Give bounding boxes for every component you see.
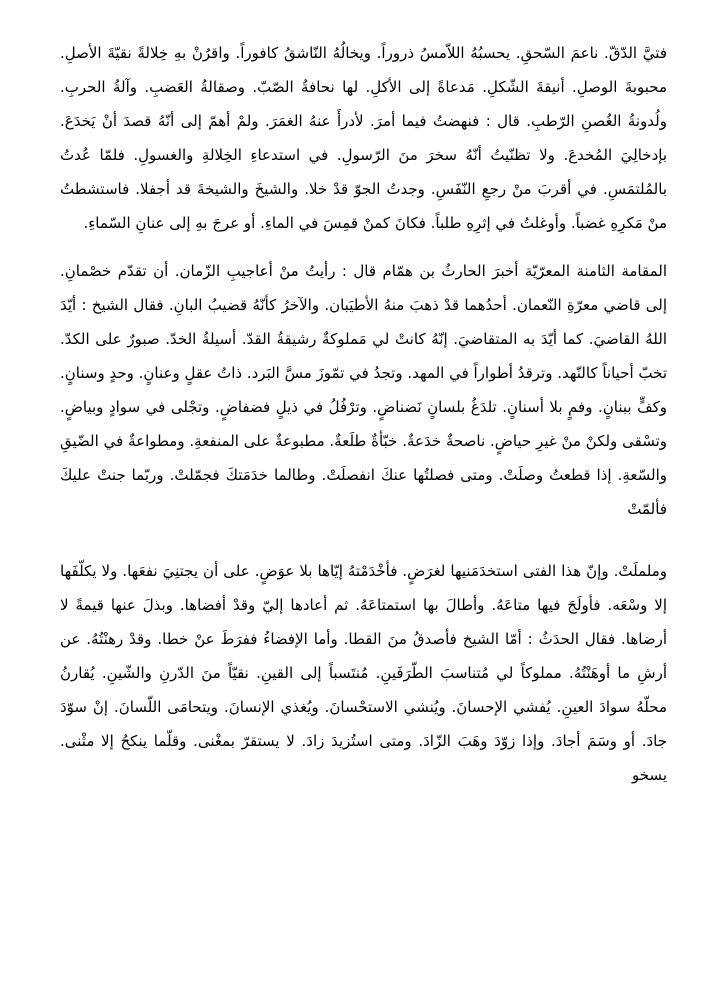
document-page <box>60 36 667 996</box>
paragraph: فتيَّ الدّقّ. ناعمَ السّحقِ. يحسبُهُ اللاّمسُ ذروراً. ويخالُهُ النّاشقُ كافوراً. واقرُنْ بهِ خِلالةً نقيّةَ الأصلِ. محبوبةَ الوصلِ. أنيقةَ الشّكلِ. مَدعاةً إلى الأكلِ. لها نحافةُ الصّبّ. وصقالةُ العَضبِ. وآلةُ الحربِ. ولُدونةُ الغُصنِ الرّطبِ. قال : فنهضتُ فيما أمرَ. لأدرأَ عنهُ الغمَرَ. ولمْ أهمّ إلى أنّهُ قصدَ أنْ يَخدَعَ. بإدخالِيَ المُخدعَ. ولا تظنّيتُ أنّهُ سخرَ منَ الرّسولِ. في استدعاءِ الخِلالةِ والغسولِ. فلمّا عُدتُ بالمُلتمَسِ. في أقربَ منْ رجعِ النّفَسِ. وجدتُ الجوّ قدْ خلا. والشيخَ والشيخةَ قد أجفلا. فاستشطتُ منْ مَكرِهِ غضباً. وأوغلتُ في إثرِهِ طلباً. فكانَ كمنْ قمِسَ في الماءِ. أو عرجَ بهِ إلى عنانِ السّماءِ. <box>60 44 667 232</box>
paragraph: وململَتْ. وإنّ هذا الفتى استخدَمَنيها لغرَضٍ. فأخْدَمْتهُ إيّاها بلا عوَضٍ. على أن يجتنِيَ نفعَها. ولا يكلّفَها إلا وسْعَه. فأولَجَ فيها متاعَهُ. وأطالَ بها استمتاعَهُ. ثم أعادها إليّ وقدْ أفضاها. وبذلَ عنها قيمةً لا أرضاها. فقال الحدَثُ : أمّا الشيخ فأصدقُ منَ القطا. وأما الإفضاءُ ففرَطَ عنْ خطا. وقدْ رهنْتُهُ. عن أرشِ ما أوهَنْتُهُ. مملوكاً لي مُتناسبَ الطّرَفَينِ. مُنتَسباً إلى القينِ. نقيّاً منَ الدّرنِ والشّينِ. يُقارنُ محلّهُ سوادَ العينِ. يُفشي الإحسانَ. ويُنشي الاستحْسانَ. ويُغذي الإنسانَ. ويتحامَى اللّسانَ. إنْ سوّدَ جادَ. أو وسَمَ أجادَ. وإذا زوّدَ وهَبَ الزّادَ. ومتى استُزيدَ زادَ. لا يستقرّ بمغْنى. وقلّما ينكحُ إلا مثْنى. يسخو <box>60 562 667 784</box>
paragraph: المقامة الثامنة المعرّيّة أخبرَ الحارثُ بن همّام قال : رأيتُ منْ أعاجيبِ الزّمان. أن تقدّم خصْمانِ. إلى قاضي معرّةِ النّعمان. أحدُهما قدْ ذهبَ منهُ الأطيَبان. والآخرُ كأنّهُ قضيبُ البانِ. فقال الشيخ : أيّدَ اللهُ القاضيَ. كما أيّدَ به المتقاضيَ. إنّهُ كانتْ لي مَملوكةٌ رشيقةُ القدّ. أسيلةُ الخدّ. صبورٌ على الكدّ. تخبّ أحياناً كالنّهد. وترقدُ أطواراً في المهد. وتجدُ في تمّوزَ مسَّ البَرد. ذاتُ عقلٍ وعنانٍ. وحدٍ وسنانٍ. وكفٍّ ببنانٍ. وفمٍ بلا أسنانٍ. تلدَغُ بلسانٍ نَضناضٍ. وترْفُلُ في ذيلٍ فضفاضٍ. وتجْلى في سوادٍ وبياضٍ. وتسْقى ولكنْ منْ غيرِ حياضٍ. ناصحةٌ خدَعةٌ. خبّأةٌ طلَعةٌ. مطبوعةٌ على المنفعةِ. ومطواعةٌ في الضّيقِ والسّعةِ. إذا قطعتُ وصلَتْ. ومتى فصلتُها عنكَ انفصلَتْ. وطالما خدَمَتكَ فجمّلتْ. وربّما جنتْ عليكَ فألمّتْ <box>60 262 667 518</box>
